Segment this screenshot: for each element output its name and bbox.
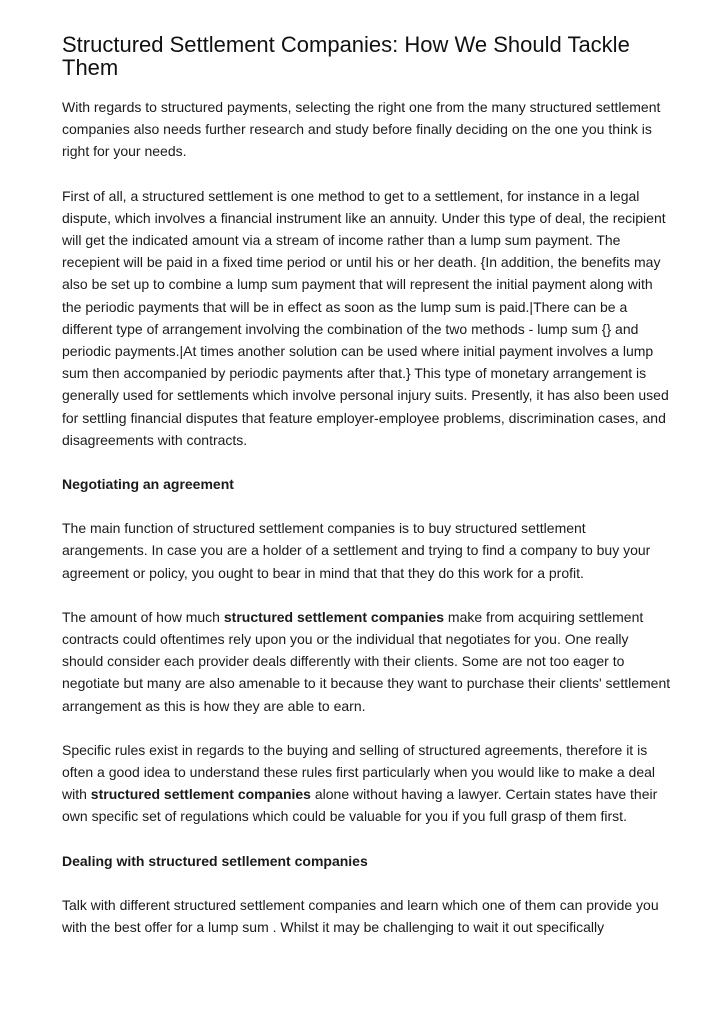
rules-paragraph [62, 739, 672, 828]
keyword-link-2: structured settlement companies [90, 786, 311, 803]
talk-paragraph: Talk with different structured settlement companies and learn which one of them can provide you with the best offer for a lump sum . Whilst it may be challenging to wait it out specifically [62, 896, 659, 936]
function-paragraph: The main function of structured settlement companies is to buy structured settlement arangements. In case you are a holder of a settlement and trying to find a company to buy your agreement or policy, you ought to bear in mind that that they do this work for a profit. [62, 520, 651, 581]
document-title: Structured Settlement Companies: How We Should Tackle Them [62, 32, 630, 80]
definition-paragraph: First of all, a structured settlement is one method to get to a settlement, for instance in a legal dispute, which involves a financial instrument like an annuity. Under this type of deal, the recipient will get the indicated amount via a stream of income rather than a lump sum payment. The recepient will be paid in a fixed time period or until his or her death. {In addition, the benefits may also be set up to combine a lump sum payment that will represent the initial payment along with the periodic payments that will be in effect as soon as the lump sum is paid.|There can be a different type of arrangement involving the combination of the two methods - lump sum {} and periodic payments.|At times another solution can be used where initial payment involves a lump sum then accompanied by periodic payments after that.} This type of monetary arrangement is generally used for settlements which involve personal injury suits. Presently, it has also been used for settling financial disputes that feature employer-employee problems, discrimination cases, and disagreements with contracts. [62, 187, 669, 448]
intro-paragraph: With regards to structured payments, selecting the right one from the many structured settlement companies also needs further research and study before finally deciding on the one you think is right for your needs. [62, 99, 661, 160]
section-heading-dealing: Dealing with structured setllement companies [62, 852, 368, 869]
amount-text-before: The amount of how much [62, 608, 224, 625]
keyword-link-1: structured settlement companies [223, 608, 445, 625]
document-page [62, 33, 672, 960]
rules-text-before: Specific rules exist in regards to the buying and selling of structured agreements, therefore it is often a good idea to understand these rules first particularly when you would like to make a deal with [62, 741, 656, 803]
rules-text-after: alone without having a lawyer. Certain states have their own specific set of regulations which could be valuable for you if you full grasp of them first. [62, 786, 658, 825]
amount-paragraph [62, 606, 672, 717]
section-heading-negotiating: Negotiating an agreement [62, 476, 234, 493]
amount-text-after: make from acquiring settlement contracts could oftentimes rely upon you or the individual that negotiates for you. One really should consider each provider deals differently with their clients. Some are not too eager to negotiate but many are also amenable to it because they want to purchase their clients' settlement arrangement as this is how they are able to earn. [62, 608, 671, 714]
